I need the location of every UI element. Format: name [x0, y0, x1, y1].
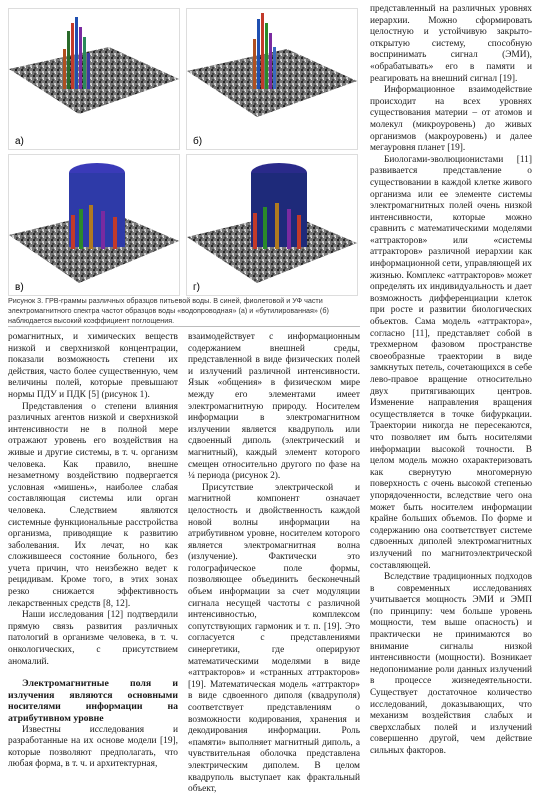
figure-caption: Рисунок 3. ГРВ-граммы различных образцов питьевой воды. В синей, фиолетовой и УФ части электромагнитного спектра частот образцов воды «водопроводная» (а) и «бутилированная» (б) наблюдается высокий коэффициент поглощения.	[8, 296, 329, 325]
panel-label-c: в)	[15, 282, 24, 293]
grv-panel-c	[8, 154, 180, 296]
grv-panel-b	[186, 8, 358, 150]
paragraph: Вследствие традиционных подходов в современных исследованиях учитывается мощность ЭМИ и ЭМП (по принципу: чем больше уровень мощности, тем выше опасность) и практически не принимаются во внимание сигналы низкой интенсивности (мощности). Возникает недопонимание роли данных излучений в процессе жизнедеятельности. Существует достаточное количество исследований, доказывающих, что механизм воздействия слабых и сверхслабых полей и излучений совершенно другой, чем действие сильных факторов.	[370, 572, 532, 756]
panel-label-b: б)	[193, 136, 203, 147]
text-column-3	[370, 4, 532, 802]
paragraph: Наши исследования [12] подтвердили прямую связь развития различных патологий в организме человека, в т. ч. онкологических, с присутствием аномалий.	[8, 610, 178, 667]
paragraph: Известны исследования и разработанные на их основе модели [19], которые позволяют предполагать, что любая форма, в т. ч. и архитектурная,	[8, 724, 178, 770]
paragraph: представленный на различных уровнях иерархии. Можно сформировать целостную и устойчивую закрыто-открытую систему, способную воспринимать сигнал (ЭМИ), «обрабатывать» его в памяти и реагировать на внешний сигнал [19].	[370, 4, 532, 84]
grv-image-d	[187, 155, 357, 295]
figure-area	[8, 8, 360, 304]
paragraph: Присутствие электрической и магнитной компонент означает целостность и двойственность каждой новой волны информации на атрибутивном уровне, носителем которого является электромагнитная волна (излучение). Фактически это голографическое поле формы, позволяющее объединить бесконечный объем информации за счет модуляции сигнала несущей частоты с различной интенсивностью, комплексом сопутствующих гармоник и т. п. [19]. Это согласуется с представлениями синергетики, где оперируют математическими моделями в виде «аттракторов» и «странных аттракторов» [19]. Математическая модель «аттрактор» в виде сдвоенного диполя (квадруполя) соответствует представлениям о возможности кодирования, хранения и декодирования информации. Роль «памяти» выполняет магнитный диполь, а чувствительная оболочка представлена электрическим диполем. В целом квадруполь выступает как фрактальный объект,	[188, 482, 360, 795]
divider	[8, 326, 360, 327]
paragraph: ромагнитных, и химических веществ низкой и сверхнизкой концентрации, показали возможность степени их действия, часто более существенную, чем величины полей, которые превышают нормы ПДУ и ПДК [5] (рисунок 1).	[8, 332, 178, 400]
grv-panel-a	[8, 8, 180, 150]
text-column-2	[188, 332, 360, 802]
panel-label-a: а)	[15, 136, 24, 147]
paragraph: Представления о степени влияния различных агентов низкой и сверхнизкой интенсивности не в полной мере отражают уровень его воздействия на живые и другие системы, в т. ч. организм человека. Как правило, внешне незаметному воздействию подвергается условная «мишень», наиболее слабая составляющая системы или орган человека. Следствием являются системные функциональные расстройства организма, приводящие к развитию заболевания. Их лечат, но как сложившееся состояние больного, без учета причин, что неизбежно ведет к рецидивам. Кроме того, в этих зонах резко снижается эффективность лекарственных средств [8, 12].	[8, 401, 178, 609]
section-heading: Электромагнитные поля и излучения являются основными носителями информации на атрибутивном уровне	[8, 678, 178, 724]
grv-image-a	[9, 9, 179, 149]
grv-image-b	[187, 9, 357, 149]
grv-image-c	[9, 155, 179, 295]
paragraph: Информационное взаимодействие происходит на всех уровнях существования материи – от атомов и молекул (микроуровень) до живых организмов (макроуровень) и далее мегауровня планет [19].	[370, 85, 532, 154]
grv-panel-d	[186, 154, 358, 296]
paragraph: Биологами-эволюционистами [11] развивается представление о существовании в каждой клетке живого организма или ее элементе системы электромагнитных полей очень низкой интенсивности, которые можно сравнить с математическими моделями «аттракторов» или «системы аттракторов» различной иерархии как информационной сети, управляющей их жизнью. Комплекс «аттракторов» может определять их индивидуальность и дает возможность дифференциации клеток при росте и развитии биологических объектов. Сама модель «аттрактора», согласно [11], представляет собой в трехмерном фазовом пространстве своеобразные траектории в виде замкнутых петель, сочетающихся в себе лево-правое вращение относительно двух притягивающих центров. Изменение направления вращения осуществляется в точке бифуркации. Траектории никогда не пересекаются, что позволяет им быть носителями информации высокой точности. В целом модель можно охарактеризовать как свернутую многомерную поверхность с очень высокой степенью упорядоченности, вследствие чего она может быть носителем информации крайне больших объемов. По форме и содержанию она соответствует системе сдвоенных диполей электромагнитных излучений по магнитоэлектрической составляющей.	[370, 154, 532, 571]
paragraph: взаимодействует с информационным содержанием внешней среды, представленной в виде физических полей и излучений различной интенсивности. Язык «общения» в физическом мире между его элементами имеет электромагнитную природу. Носителем информации в электромагнитном излучении является квадруполь или сдвоенный диполь (электрический и магнитный), каждый элемент которого смещен относительно другого по фазе на ¼ периода (рисунок 2).	[188, 332, 360, 482]
text-column-1	[8, 332, 178, 802]
panel-label-d: г)	[193, 282, 200, 293]
